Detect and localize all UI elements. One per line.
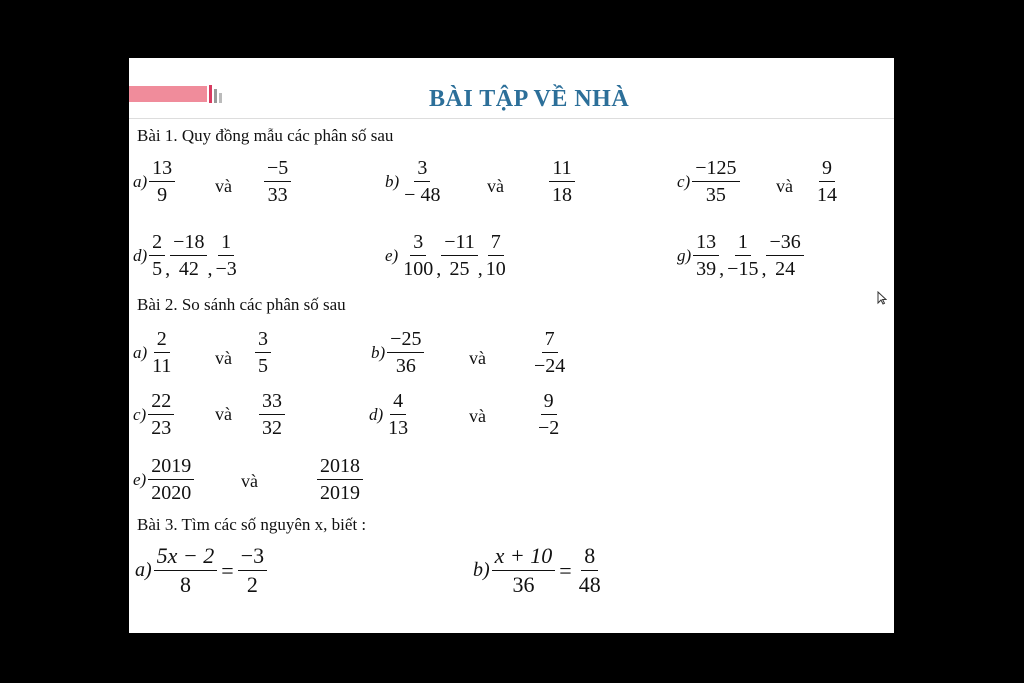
denominator: 8 xyxy=(179,572,191,597)
page-title: BÀI TẬP VỀ NHÀ xyxy=(429,86,630,112)
numerator: −3 xyxy=(238,545,267,571)
bai2-b xyxy=(371,329,424,376)
bai1-g xyxy=(677,232,804,279)
item-label: c) xyxy=(133,404,147,424)
and-text: và xyxy=(487,176,504,196)
fraction xyxy=(387,329,424,376)
fraction xyxy=(483,232,509,279)
fraction xyxy=(576,545,604,596)
denominator: 42 xyxy=(178,258,199,280)
denominator: 13 xyxy=(388,417,409,439)
numerator: 5x − 2 xyxy=(154,545,218,571)
numerator: −125 xyxy=(692,158,739,182)
numerator: 22 xyxy=(148,391,174,415)
item-label: d) xyxy=(133,245,148,265)
denominator: 33 xyxy=(267,184,288,206)
item-label: e) xyxy=(133,469,147,489)
denominator: 36 xyxy=(395,355,416,377)
item-label: a) xyxy=(133,342,148,362)
and-text: và xyxy=(469,406,486,426)
bai2-a xyxy=(133,329,174,376)
bai2-c xyxy=(133,391,174,438)
denominator: 10 xyxy=(485,258,506,280)
fraction xyxy=(238,545,267,596)
equals-sign: = xyxy=(221,557,234,583)
bai1-b-f2 xyxy=(549,158,575,205)
mouse-pointer-icon xyxy=(877,291,887,305)
fraction xyxy=(148,391,174,438)
numerator: 2 xyxy=(149,232,165,256)
item-label: a) xyxy=(135,559,152,581)
denominator: 2019 xyxy=(320,482,360,504)
bai1-a xyxy=(133,158,175,205)
numerator: 11 xyxy=(549,158,574,182)
denominator: − 48 xyxy=(404,184,441,206)
numerator: 1 xyxy=(218,232,234,256)
decorative-stripes xyxy=(209,85,224,103)
item-label: b) xyxy=(385,171,400,191)
numerator: −11 xyxy=(441,232,478,256)
equals-sign: = xyxy=(559,557,572,583)
denominator: 36 xyxy=(512,572,535,597)
denominator: 5 xyxy=(152,258,163,280)
comma: , xyxy=(761,258,767,280)
fraction xyxy=(264,158,291,205)
numerator: −5 xyxy=(264,158,291,182)
bai3-heading: Bài 3. Tìm các số nguyên x, biết : xyxy=(137,515,367,534)
bai1-c xyxy=(677,158,740,205)
denominator: −2 xyxy=(538,417,560,439)
item-label: d) xyxy=(369,404,384,424)
fraction xyxy=(400,232,436,279)
fraction xyxy=(259,391,285,438)
comma: , xyxy=(207,258,213,280)
bai3-a xyxy=(135,545,267,596)
fraction xyxy=(692,158,739,205)
denominator: 2 xyxy=(246,572,258,597)
fraction xyxy=(255,329,271,376)
comma: , xyxy=(477,258,483,280)
fraction xyxy=(693,232,719,279)
bai1-b xyxy=(385,158,443,205)
bai1-c-f2 xyxy=(814,158,840,205)
numerator: 7 xyxy=(488,232,504,256)
and-text: và xyxy=(469,348,486,368)
comma: , xyxy=(436,258,442,280)
denominator: −24 xyxy=(534,355,566,377)
numerator: 2 xyxy=(154,329,170,353)
numerator: 2018 xyxy=(317,456,363,480)
numerator: 1 xyxy=(735,232,751,256)
fraction xyxy=(724,232,761,279)
numerator: 3 xyxy=(414,158,430,182)
bai2-c-f2 xyxy=(259,391,285,438)
numerator: 3 xyxy=(255,329,271,353)
denominator: −15 xyxy=(727,258,759,280)
bai1-e xyxy=(385,232,509,279)
fraction xyxy=(148,456,194,503)
denominator: 39 xyxy=(696,258,717,280)
fraction xyxy=(492,545,556,596)
fraction xyxy=(814,158,840,205)
item-label: a) xyxy=(133,171,148,191)
denominator: 23 xyxy=(151,417,172,439)
numerator: x + 10 xyxy=(492,545,556,571)
bai2-heading: Bài 2. So sánh các phân số sau xyxy=(137,295,346,314)
denominator: 48 xyxy=(578,572,601,597)
comma: , xyxy=(719,258,725,280)
denominator: 25 xyxy=(449,258,470,280)
numerator: 9 xyxy=(541,391,557,415)
and-text: và xyxy=(241,471,258,491)
bai2-e xyxy=(133,456,194,503)
fraction xyxy=(549,158,575,205)
numerator: 4 xyxy=(390,391,406,415)
numerator: 9 xyxy=(819,158,835,182)
numerator: −18 xyxy=(170,232,207,256)
comma: , xyxy=(165,258,171,280)
and-text: và xyxy=(215,176,232,196)
item-label: b) xyxy=(371,342,386,362)
denominator: 14 xyxy=(817,184,837,206)
bai2-a-f2 xyxy=(255,329,271,376)
denominator: 11 xyxy=(152,355,172,377)
and-text: và xyxy=(215,348,232,368)
fraction xyxy=(149,232,165,279)
bai2-d-f2 xyxy=(535,391,562,438)
fraction xyxy=(212,232,239,279)
numerator: 2019 xyxy=(148,456,194,480)
bai2-e-f2 xyxy=(317,456,363,503)
bai1-heading: Bài 1. Quy đồng mẫu các phân số sau xyxy=(137,126,394,145)
bai3-b xyxy=(473,545,604,596)
numerator: 33 xyxy=(259,391,285,415)
denominator: 9 xyxy=(157,184,168,206)
fraction xyxy=(441,232,478,279)
fraction xyxy=(149,329,174,376)
slide xyxy=(129,58,894,633)
numerator: −36 xyxy=(766,232,803,256)
denominator: 5 xyxy=(258,355,268,377)
item-label: c) xyxy=(677,171,691,191)
and-text: và xyxy=(776,176,793,196)
denominator: 32 xyxy=(262,417,282,439)
item-label: g) xyxy=(677,245,692,265)
denominator: 2020 xyxy=(151,482,192,504)
bai2-b-f2 xyxy=(531,329,568,376)
and-text: và xyxy=(215,404,232,424)
numerator: −25 xyxy=(387,329,424,353)
decorative-bar xyxy=(129,86,207,102)
item-label: b) xyxy=(473,559,490,581)
denominator: −3 xyxy=(215,258,237,280)
bai2-d xyxy=(369,391,411,438)
fraction xyxy=(149,158,175,205)
numerator: 13 xyxy=(149,158,175,182)
divider xyxy=(129,118,894,119)
numerator: 7 xyxy=(542,329,558,353)
fraction xyxy=(317,456,363,503)
fraction xyxy=(535,391,562,438)
denominator: 100 xyxy=(403,258,434,280)
denominator: 18 xyxy=(552,184,572,206)
fraction xyxy=(401,158,443,205)
denominator: 24 xyxy=(775,258,796,280)
fraction xyxy=(154,545,218,596)
item-label: e) xyxy=(385,245,399,265)
fraction xyxy=(385,391,411,438)
bai1-d xyxy=(133,232,240,279)
fraction xyxy=(531,329,568,376)
numerator: 3 xyxy=(410,232,426,256)
fraction xyxy=(170,232,207,279)
numerator: 13 xyxy=(693,232,719,256)
numerator: 8 xyxy=(581,545,598,571)
denominator: 35 xyxy=(705,184,726,206)
bai1-a-f2 xyxy=(264,158,291,205)
fraction xyxy=(766,232,803,279)
